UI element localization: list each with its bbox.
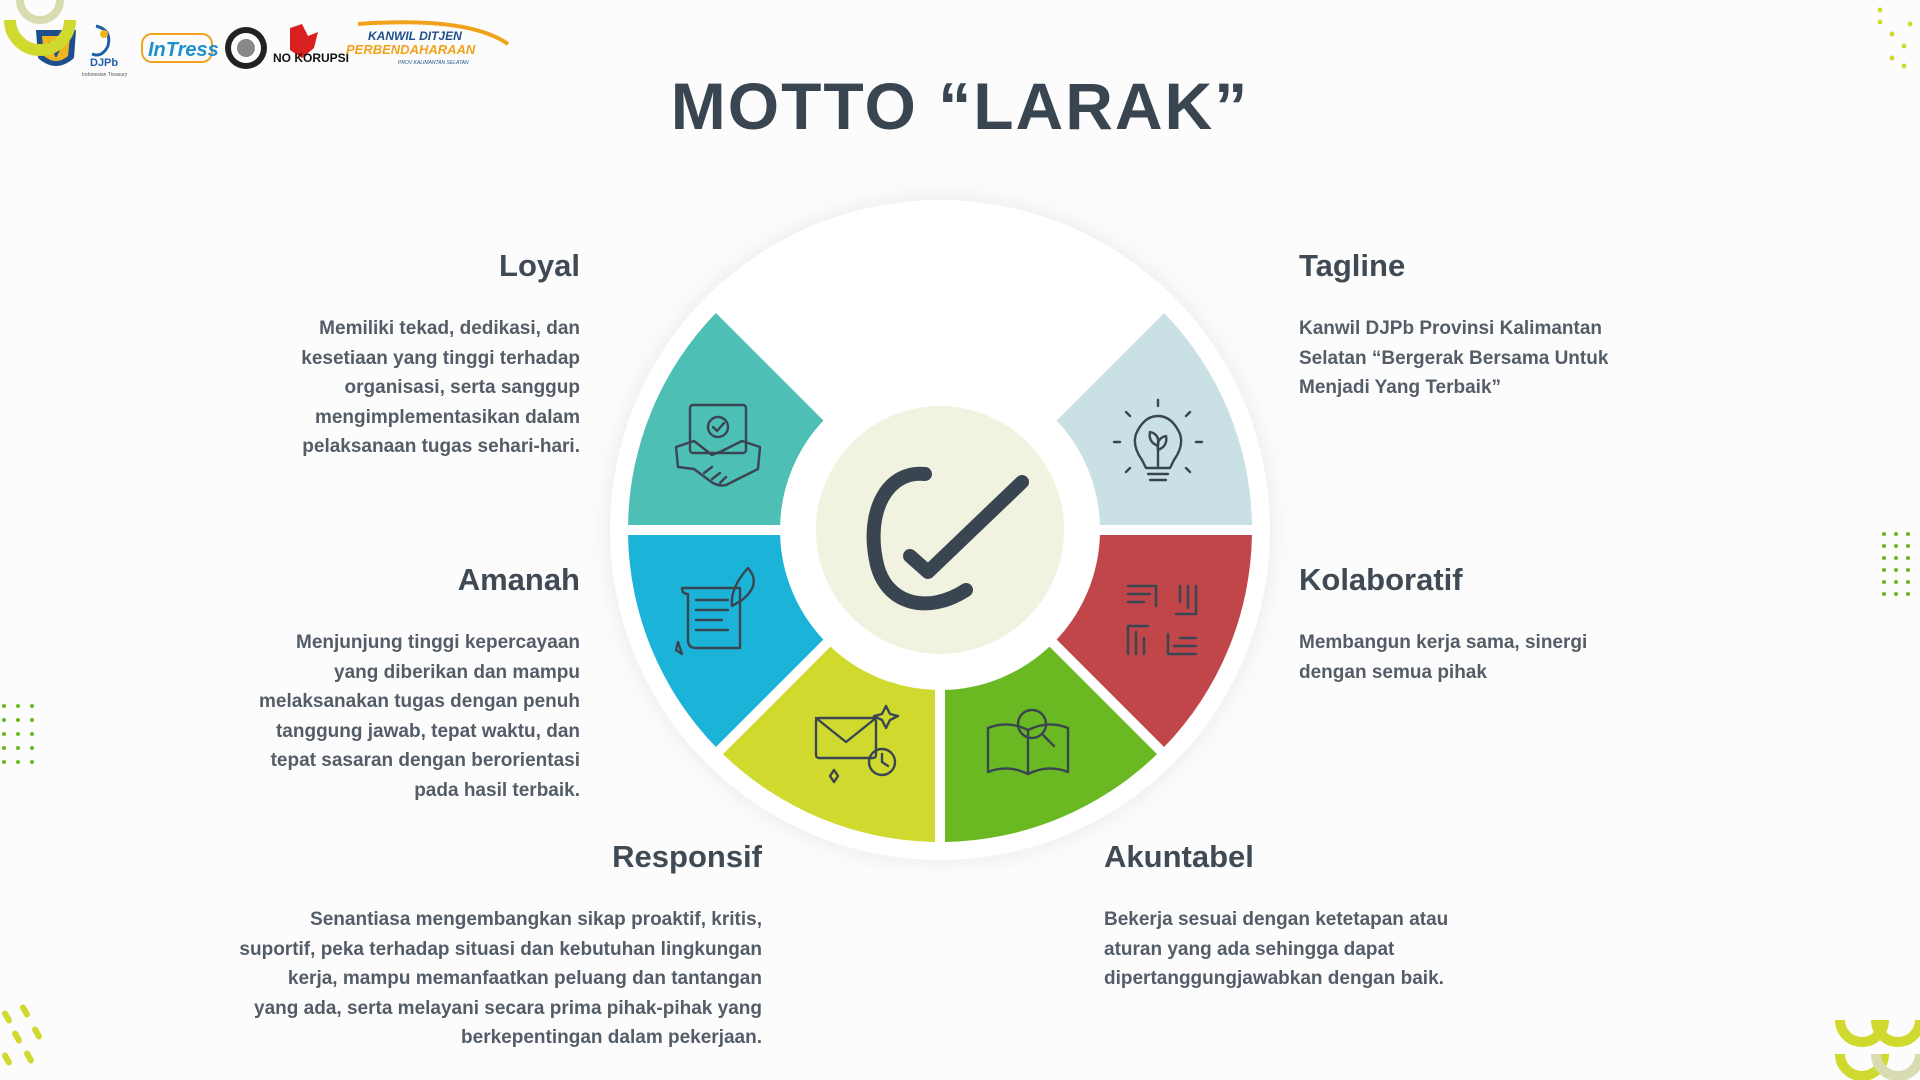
svg-text:Indonesian Treasury: Indonesian Treasury xyxy=(82,72,128,78)
desc-line: kerja, mampu memanfaatkan peluang dan tantangan xyxy=(287,968,762,989)
decor-bottom-right xyxy=(1830,1010,1920,1080)
kolaboratif-description xyxy=(1299,628,1719,687)
loyal-description xyxy=(180,314,580,462)
center-disc xyxy=(816,406,1064,654)
desc-line: Membangun kerja sama, sinergi xyxy=(1299,632,1588,653)
desc-line: melaksanakan tugas dengan penuh xyxy=(259,691,580,712)
desc-line: pada hasil terbaik. xyxy=(414,779,580,801)
desc-line: mengimplementasikan dalam xyxy=(314,406,580,428)
desc-line: suportif, peka terhadap situasi dan kebutuhan lingkungan xyxy=(239,938,762,960)
svg-text:DJPb: DJPb xyxy=(90,57,119,69)
svg-text:PERBENDAHARAAN: PERBENDAHARAAN xyxy=(346,42,476,57)
desc-line: yang diberikan dan mampu xyxy=(334,661,580,683)
desc-line: Memiliki tekad, dedikasi, dan xyxy=(319,318,580,339)
decor-dots-left xyxy=(0,702,44,772)
svg-text:NO KORUPSI: NO KORUPSI xyxy=(273,51,350,65)
desc-line: dengan semua pihak xyxy=(1299,661,1487,683)
desc-line: berkepentingan dalam pekerjaan. xyxy=(461,1027,762,1048)
no-korupsi-logo xyxy=(273,24,349,65)
svg-text:InTress: InTress xyxy=(148,39,219,61)
desc-line: Senantiasa mengembangkan sikap proaktif, kritis, xyxy=(310,909,762,930)
desc-line: tanggung jawab, tepat waktu, dan xyxy=(275,720,580,742)
decor-bottom-left xyxy=(0,1000,60,1080)
motto-wheel xyxy=(560,150,1360,870)
kanwil-logo xyxy=(346,22,508,66)
desc-line: organisasi, serta sanggup xyxy=(344,377,580,398)
intress-logo xyxy=(142,34,219,62)
akuntabel-title: Akuntabel xyxy=(1104,839,1254,874)
responsif-description xyxy=(162,905,762,1053)
loyal-title: Loyal xyxy=(499,248,580,283)
svg-text:KANWIL DITJEN: KANWIL DITJEN xyxy=(368,29,462,43)
akuntabel-description xyxy=(1104,905,1564,994)
desc-line: aturan yang ada sehingga dapat xyxy=(1104,938,1395,960)
decor-top-left xyxy=(0,0,90,70)
desc-line: dipertanggungjawabkan dengan baik. xyxy=(1104,968,1444,989)
desc-line: Selatan “Bergerak Bersama Untuk xyxy=(1299,347,1609,369)
tagline-title: Tagline xyxy=(1299,248,1406,283)
svg-text:PROV KALIMANTAN SELATAN: PROV KALIMANTAN SELATAN xyxy=(398,60,469,66)
page-title: MOTTO “LARAK” xyxy=(670,69,1250,143)
amanah-title: Amanah xyxy=(457,562,580,597)
tagline-description xyxy=(1299,314,1719,403)
desc-line: yang ada, serta melayani secara prima pihak-pihak yang xyxy=(254,997,762,1019)
kolaboratif-title: Kolaboratif xyxy=(1299,562,1463,597)
desc-line: kesetiaan yang tinggi terhadap xyxy=(301,347,580,369)
desc-line: pelaksanaan tugas sehari-hari. xyxy=(302,436,580,457)
desc-line: Menjadi Yang Terbaik” xyxy=(1299,377,1502,398)
desc-line: Kanwil DJPb Provinsi Kalimantan xyxy=(1299,318,1603,339)
responsif-title: Responsif xyxy=(612,839,762,874)
desc-line: tepat sasaran dengan berorientasi xyxy=(270,750,580,771)
decor-dots-top-right xyxy=(1870,4,1920,74)
amanah-description xyxy=(180,628,580,805)
desc-line: Bekerja sesuai dengan ketetapan atau xyxy=(1104,909,1449,930)
seal-logo xyxy=(225,27,267,69)
decor-dots-right xyxy=(1880,530,1920,600)
desc-line: Menjunjung tinggi kepercayaan xyxy=(296,632,580,653)
